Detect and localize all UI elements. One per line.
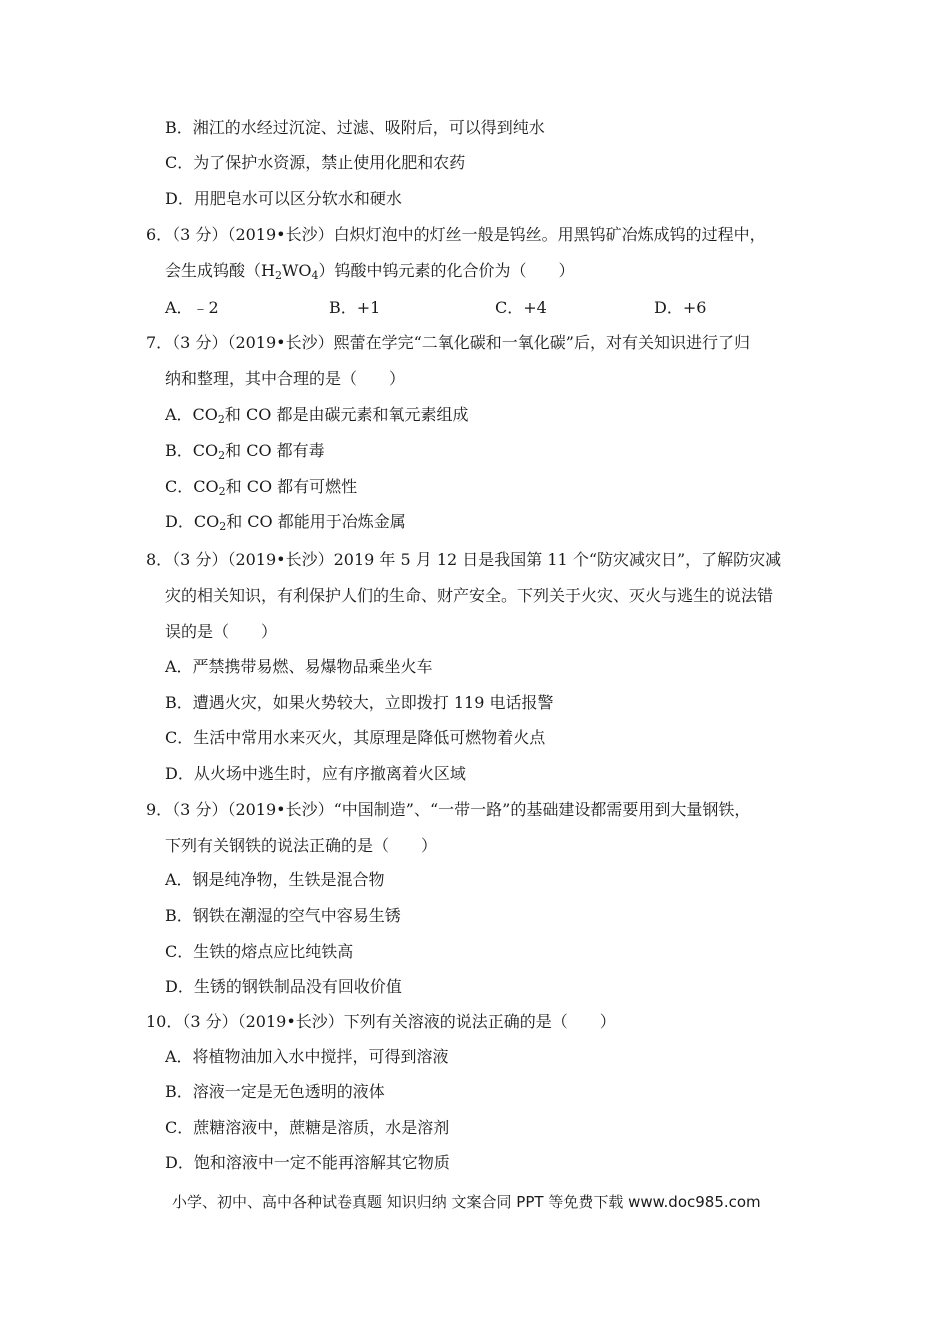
q9-option-a: A．钢是纯净物，生铁是混合物 <box>165 870 385 889</box>
q9-option-d: D．生锈的钢铁制品没有回收价值 <box>165 977 402 996</box>
q5-option-d: D．用肥皂水可以区分软水和硬水 <box>165 189 402 208</box>
q7-option-c: C．$CO_2$和 CO 都有可燃性 <box>165 477 358 498</box>
q5-option-c: C．为了保护水资源，禁止使用化肥和农药 <box>165 153 466 172</box>
q9-stem-line2: 下列有关钢铁的说法正确的是（ ） <box>165 836 438 855</box>
q9-stem-line1: 9．（3 分）（2019•长沙）“中国制造”、“一带一路”的基础建设都需要用到大量钢铁， <box>146 800 751 819</box>
q8-stem-line1: 8．（3 分）（2019•长沙）2019 年 5 月 12 日是我国第 11 个“防灾减灾日”，了解防灾减 <box>146 550 782 569</box>
q6-stem-line2: 会生成钨酸$(H_2WO_4)$钨酸中钨元素的化合价为（ ） <box>165 261 575 282</box>
q10-option-a: A．将植物油加入水中搅拌，可得到溶液 <box>165 1047 449 1066</box>
q7-stem-line2: 纳和整理，其中合理的是（ ） <box>165 369 406 388</box>
q8-stem-line2: 灾的相关知识，有利保护人们的生命、财产安全。下列关于火灾、灭火与逃生的说法错 <box>165 586 774 605</box>
q7-option-a: A．$CO_2$和 CO 都是由碳元素和氧元素组成 <box>165 405 469 426</box>
q7-option-b: B．$CO_2$和 CO 都有毒 <box>165 441 325 462</box>
q8-option-c: C．生活中常用水来灭火，其原理是降低可燃物着火点 <box>165 728 546 747</box>
q6-stem-line1: 6．（3 分）（2019•长沙）白炽灯泡中的灯丝一般是钨丝。用黑钨矿冶炼成钨的过程中， <box>146 225 766 244</box>
q10-option-b: B．溶液一定是无色透明的液体 <box>165 1082 385 1101</box>
q6-option-b: B．+1 <box>329 298 381 317</box>
q8-option-d: D．从火场中逃生时，应有序撤离着火区域 <box>165 764 466 783</box>
q8-option-b: B．遭遇火灾，如果火势较大，立即拨打 119 电话报警 <box>165 693 554 712</box>
q7-option-d: D．$CO_2$和 CO 都能用于冶炼金属 <box>165 512 406 533</box>
q6-option-a: A．﹣2 <box>165 298 219 317</box>
page-footer: 小学、初中、高中各种试卷真题 知识归纳 文案合同 PPT 等免费下载 www.doc985.com <box>172 1193 761 1211</box>
q9-option-b: B．钢铁在潮湿的空气中容易生锈 <box>165 906 401 925</box>
q8-option-a: A．严禁携带易燃、易爆物品乘坐火车 <box>165 657 433 676</box>
q10-option-c: C．蔗糖溶液中，蔗糖是溶质，水是溶剂 <box>165 1118 450 1137</box>
q6-option-c: C．+4 <box>495 298 547 317</box>
q5-option-b: B．湘江的水经过沉淀、过滤、吸附后，可以得到纯水 <box>165 118 545 137</box>
q6-option-d: D．+6 <box>654 298 707 317</box>
q10-stem-line1: 10．（3 分）（2019•长沙）下列有关溶液的说法正确的是（ ） <box>146 1012 616 1031</box>
q10-option-d: D．饱和溶液中一定不能再溶解其它物质 <box>165 1153 450 1172</box>
q8-stem-line3: 误的是（ ） <box>165 622 278 641</box>
q9-option-c: C．生铁的熔点应比纯铁高 <box>165 942 354 961</box>
q7-stem-line1: 7．（3 分）（2019•长沙）熙蕾在学完“二氧化碳和一氧化碳”后，对有关知识进行了归 <box>146 333 750 352</box>
